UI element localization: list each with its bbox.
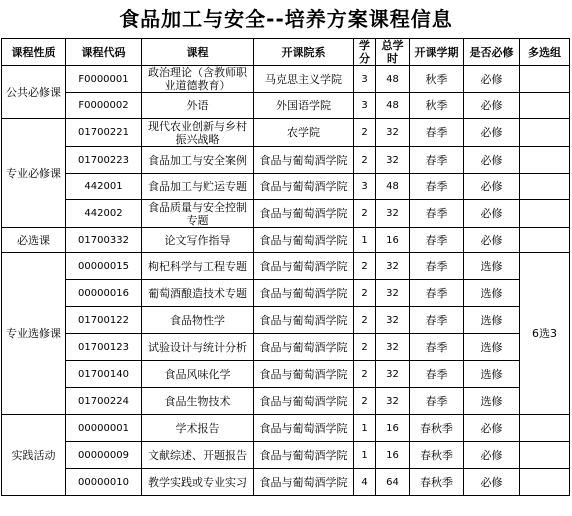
required-cell: 必修	[464, 415, 520, 442]
header-hours: 总学时	[376, 39, 410, 66]
department-cell: 食品与葡萄酒学院	[254, 253, 354, 280]
table-row	[2, 307, 570, 334]
course-code-cell: 00000010	[66, 469, 142, 496]
hours-cell: 32	[376, 307, 410, 334]
term-cell: 春季	[410, 280, 464, 307]
course-name-cell: 食品风味化学	[142, 361, 254, 388]
multi-group-empty-cell	[520, 442, 570, 469]
multi-group-empty-cell	[520, 119, 570, 147]
credit-cell: 2	[354, 280, 376, 307]
term-cell: 秋季	[410, 93, 464, 119]
hours-cell: 32	[376, 253, 410, 280]
required-cell: 必修	[464, 93, 520, 119]
department-cell: 食品与葡萄酒学院	[254, 174, 354, 200]
header-required: 是否必修	[464, 39, 520, 66]
credit-cell: 2	[354, 361, 376, 388]
term-cell: 春季	[410, 253, 464, 280]
multi-group-empty-cell	[520, 147, 570, 174]
term-cell: 春秋季	[410, 442, 464, 469]
department-cell: 马克思主义学院	[254, 66, 354, 93]
table-row	[2, 280, 570, 307]
department-cell: 食品与葡萄酒学院	[254, 361, 354, 388]
department-cell: 食品与葡萄酒学院	[254, 200, 354, 228]
multi-group-empty-cell	[520, 228, 570, 253]
required-cell: 必修	[464, 174, 520, 200]
table-row	[2, 361, 570, 388]
term-cell: 春季	[410, 228, 464, 253]
department-cell: 食品与葡萄酒学院	[254, 442, 354, 469]
credit-cell: 2	[354, 147, 376, 174]
category-cell: 必选课	[2, 228, 66, 253]
department-cell: 食品与葡萄酒学院	[254, 469, 354, 496]
table-row	[2, 66, 570, 93]
header-category: 课程性质	[2, 39, 66, 66]
required-cell: 必修	[464, 228, 520, 253]
course-code-cell: 01700332	[66, 228, 142, 253]
multi-group-empty-cell	[520, 200, 570, 228]
table-row	[2, 388, 570, 415]
course-name-cell: 枸杞科学与工程专题	[142, 253, 254, 280]
course-table	[1, 38, 570, 496]
required-cell: 选修	[464, 280, 520, 307]
department-cell: 食品与葡萄酒学院	[254, 307, 354, 334]
course-name-cell: 试验设计与统计分析	[142, 334, 254, 361]
hours-cell: 32	[376, 147, 410, 174]
multi-group-empty-cell	[520, 66, 570, 93]
department-cell: 外国语学院	[254, 93, 354, 119]
course-code-cell: 01700221	[66, 119, 142, 147]
required-cell: 必修	[464, 442, 520, 469]
credit-cell: 3	[354, 66, 376, 93]
course-code-cell: F0000001	[66, 66, 142, 93]
header-term: 开课学期	[410, 39, 464, 66]
hours-cell: 32	[376, 388, 410, 415]
course-name-cell: 学术报告	[142, 415, 254, 442]
department-cell: 食品与葡萄酒学院	[254, 228, 354, 253]
course-code-cell: F0000002	[66, 93, 142, 119]
hours-cell: 32	[376, 334, 410, 361]
course-name-cell: 教学实践或专业实习	[142, 469, 254, 496]
course-name-cell: 食品质量与安全控制专题	[142, 200, 254, 228]
header-dept: 开课院系	[254, 39, 354, 66]
course-name-cell: 文献综述、开题报告	[142, 442, 254, 469]
required-cell: 选修	[464, 388, 520, 415]
credit-cell: 2	[354, 200, 376, 228]
department-cell: 食品与葡萄酒学院	[254, 280, 354, 307]
required-cell: 选修	[464, 334, 520, 361]
table-row	[2, 228, 570, 253]
course-code-cell: 01700140	[66, 361, 142, 388]
course-name-cell: 食品生物技术	[142, 388, 254, 415]
course-name-cell: 食品加工与安全案例	[142, 147, 254, 174]
term-cell: 春季	[410, 119, 464, 147]
hours-cell: 48	[376, 174, 410, 200]
hours-cell: 48	[376, 93, 410, 119]
category-cell: 公共必修课	[2, 66, 66, 119]
header-row	[2, 39, 570, 66]
required-cell: 必修	[464, 119, 520, 147]
term-cell: 春季	[410, 307, 464, 334]
credit-cell: 1	[354, 442, 376, 469]
course-name-cell: 食品加工与贮运专题	[142, 174, 254, 200]
term-cell: 秋季	[410, 66, 464, 93]
course-code-cell: 01700223	[66, 147, 142, 174]
required-cell: 选修	[464, 361, 520, 388]
course-code-cell: 01700224	[66, 388, 142, 415]
course-code-cell: 00000009	[66, 442, 142, 469]
credit-cell: 2	[354, 334, 376, 361]
term-cell: 春季	[410, 147, 464, 174]
term-cell: 春季	[410, 388, 464, 415]
page-title: 食品加工与安全--培养方案课程信息	[119, 7, 453, 31]
term-cell: 春季	[410, 174, 464, 200]
credit-cell: 2	[354, 307, 376, 334]
table-row	[2, 174, 570, 200]
multi-group-empty-cell	[520, 93, 570, 119]
hours-cell: 64	[376, 469, 410, 496]
course-code-cell: 01700122	[66, 307, 142, 334]
required-cell: 必修	[464, 66, 520, 93]
credit-cell: 2	[354, 388, 376, 415]
course-code-cell: 442001	[66, 174, 142, 200]
required-cell: 选修	[464, 253, 520, 280]
term-cell: 春秋季	[410, 469, 464, 496]
department-cell: 食品与葡萄酒学院	[254, 147, 354, 174]
credit-cell: 1	[354, 228, 376, 253]
course-code-cell: 00000015	[66, 253, 142, 280]
course-code-cell: 442002	[66, 200, 142, 228]
term-cell: 春季	[410, 334, 464, 361]
course-code-cell: 00000001	[66, 415, 142, 442]
course-name-cell: 论文写作指导	[142, 228, 254, 253]
multi-group-empty-cell	[520, 469, 570, 496]
course-code-cell: 00000016	[66, 280, 142, 307]
required-cell: 必修	[464, 147, 520, 174]
hours-cell: 16	[376, 415, 410, 442]
hours-cell: 32	[376, 280, 410, 307]
credit-cell: 1	[354, 415, 376, 442]
required-cell: 必修	[464, 200, 520, 228]
table-row	[2, 93, 570, 119]
department-cell: 食品与葡萄酒学院	[254, 334, 354, 361]
department-cell: 食品与葡萄酒学院	[254, 388, 354, 415]
hours-cell: 16	[376, 228, 410, 253]
header-multi-group: 多选组	[520, 39, 570, 66]
course-name-cell: 外语	[142, 93, 254, 119]
course-code-cell: 01700123	[66, 334, 142, 361]
table-row	[2, 200, 570, 228]
table-row	[2, 119, 570, 147]
term-cell: 春季	[410, 200, 464, 228]
hours-cell: 16	[376, 442, 410, 469]
multi-group-cell: 6选3	[520, 253, 570, 415]
multi-group-empty-cell	[520, 174, 570, 200]
hours-cell: 32	[376, 361, 410, 388]
term-cell: 春秋季	[410, 415, 464, 442]
table-row	[2, 415, 570, 442]
credit-cell: 4	[354, 469, 376, 496]
credit-cell: 3	[354, 93, 376, 119]
course-name-cell: 政治理论（含教师职业道德教育）	[142, 66, 254, 93]
table-row	[2, 253, 570, 280]
category-cell: 专业必修课	[2, 119, 66, 228]
category-cell: 实践活动	[2, 415, 66, 496]
category-cell: 专业选修课	[2, 253, 66, 415]
course-name-cell: 食品物性学	[142, 307, 254, 334]
course-name-cell: 现代农业创新与乡村振兴战略	[142, 119, 254, 147]
department-cell: 食品与葡萄酒学院	[254, 415, 354, 442]
hours-cell: 32	[376, 200, 410, 228]
credit-cell: 3	[354, 174, 376, 200]
table-row	[2, 334, 570, 361]
header-code: 课程代码	[66, 39, 142, 66]
header-credit: 学分	[354, 39, 376, 66]
hours-cell: 48	[376, 66, 410, 93]
multi-group-empty-cell	[520, 415, 570, 442]
required-cell: 选修	[464, 307, 520, 334]
hours-cell: 32	[376, 119, 410, 147]
table-row	[2, 442, 570, 469]
header-course: 课程	[142, 39, 254, 66]
table-row	[2, 147, 570, 174]
term-cell: 春季	[410, 361, 464, 388]
credit-cell: 2	[354, 253, 376, 280]
credit-cell: 2	[354, 119, 376, 147]
department-cell: 农学院	[254, 119, 354, 147]
table-row	[2, 469, 570, 496]
required-cell: 必修	[464, 469, 520, 496]
course-name-cell: 葡萄酒酿造技术专题	[142, 280, 254, 307]
